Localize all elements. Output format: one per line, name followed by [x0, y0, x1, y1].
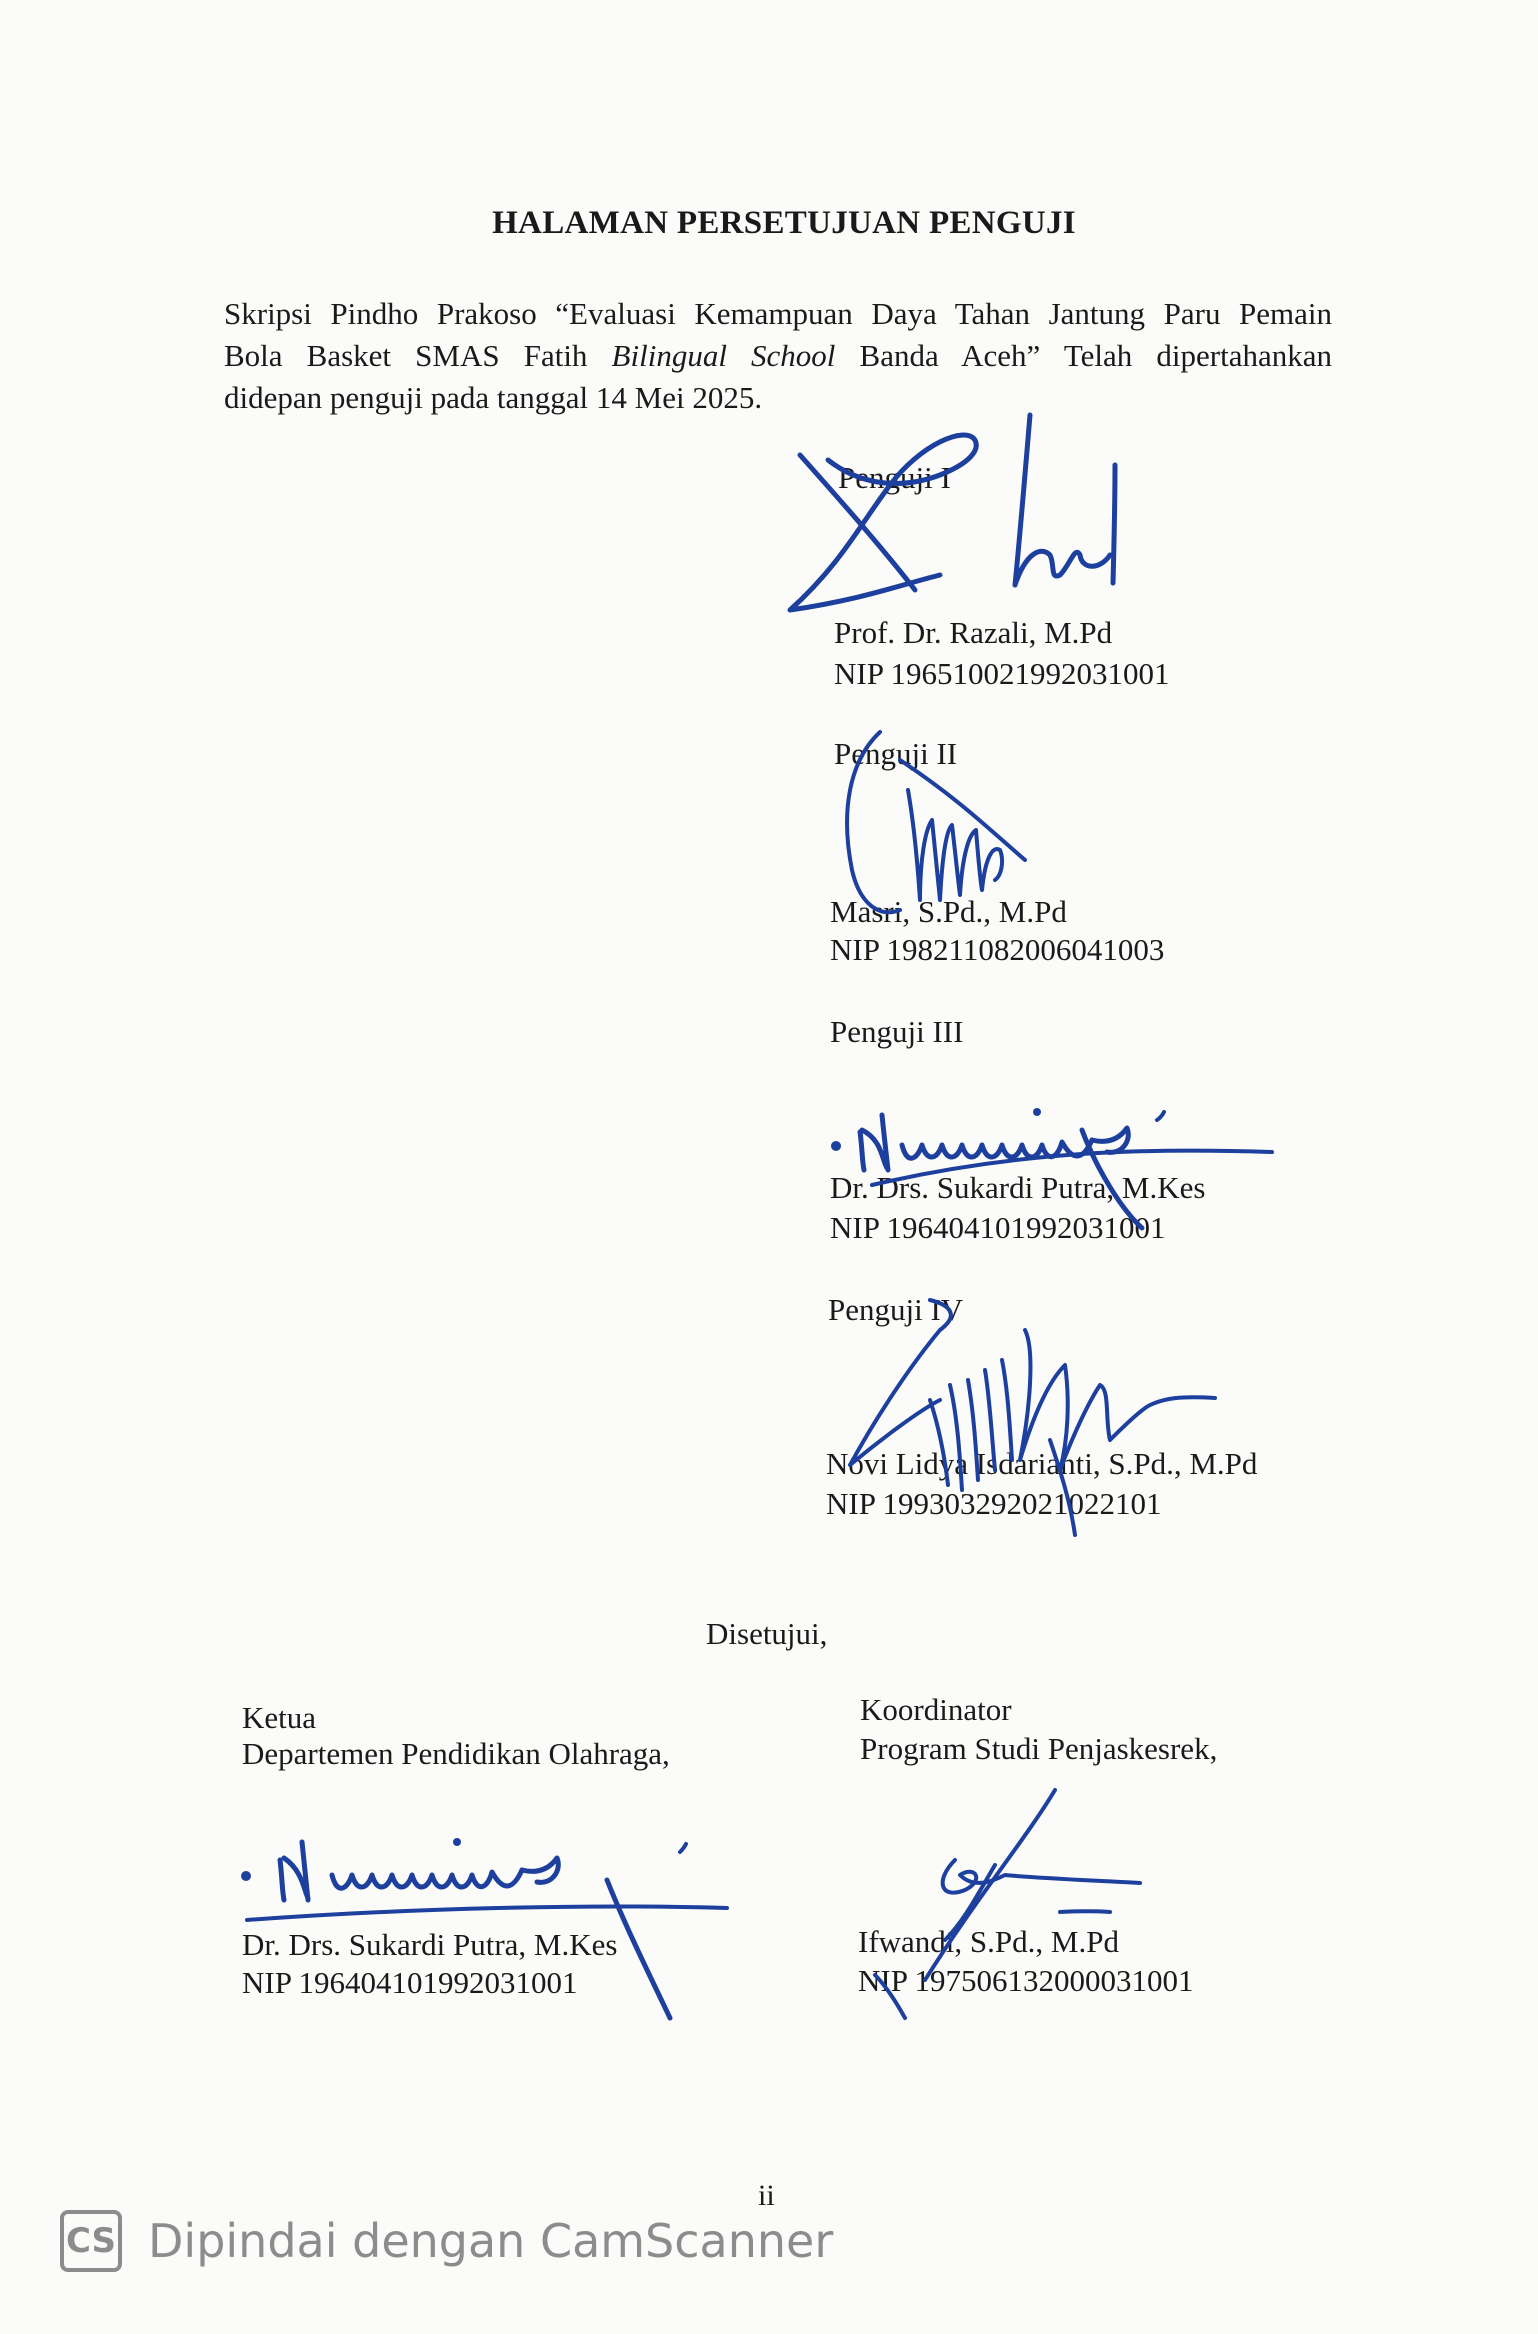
- approver-1-nip: NIP 196404101992031001: [242, 1965, 578, 2000]
- page-number: ii: [758, 2179, 775, 2212]
- signature-examiner-1: [770, 405, 1130, 635]
- examiner-1-name: Prof. Dr. Razali, M.Pd: [834, 615, 1113, 650]
- approver-2-role-line2: Program Studi Penjaskesrek,: [860, 1731, 1218, 1766]
- approver-2-name: Ifwandi, S.Pd., M.Pd: [858, 1924, 1119, 1959]
- intro-line-3: didepan penguji pada tanggal 14 Mei 2025.: [224, 380, 763, 415]
- intro-paragraph: [224, 293, 1332, 419]
- camscanner-logo-icon: CS: [60, 2210, 122, 2272]
- school-name-italic: Bilingual School: [611, 338, 836, 373]
- examiner-4-role: Penguji IV: [828, 1292, 964, 1327]
- intro-line-2: [224, 335, 1332, 377]
- approver-2-nip: NIP 197506132000031001: [858, 1963, 1194, 1998]
- signature-approver-1: [232, 1820, 742, 2020]
- signature-approver-2: [855, 1780, 1155, 2020]
- watermark-text: Dipindai dengan CamScanner: [148, 2214, 834, 2268]
- signature-examiner-4: [820, 1290, 1240, 1540]
- examiner-1-role: Penguji I: [838, 460, 951, 495]
- examiner-1-nip: NIP 196510021992031001: [834, 656, 1170, 691]
- intro-line-2-end: Banda Aceh” Telah dipertahankan: [835, 338, 1332, 373]
- examiner-4-name: Novi Lidya Isdarianti, S.Pd., M.Pd: [826, 1446, 1258, 1481]
- examiner-2-nip: NIP 198211082006041003: [830, 932, 1165, 967]
- intro-line-2-start: Bola Basket SMAS Fatih: [224, 338, 612, 373]
- approver-1-role-line1: Ketua: [242, 1700, 317, 1735]
- examiner-3-name: Dr. Drs. Sukardi Putra, M.Kes: [830, 1170, 1206, 1205]
- signature-examiner-3: [822, 1090, 1282, 1230]
- examiner-3-nip: NIP 196404101992031001: [830, 1210, 1166, 1245]
- approver-1-name: Dr. Drs. Sukardi Putra, M.Kes: [242, 1927, 618, 1962]
- approver-1-role-line2: Departemen Pendidikan Olahraga,: [242, 1736, 670, 1771]
- examiner-3-role: Penguji III: [830, 1014, 964, 1049]
- approved-label: Disetujui,: [706, 1616, 828, 1651]
- signature-examiner-2: [820, 720, 1040, 930]
- intro-line-1: Skripsi Pindho Prakoso “Evaluasi Kemampuan Daya Tahan Jantung Paru Pemain: [224, 296, 1332, 331]
- approver-2-role-line1: Koordinator: [860, 1692, 1012, 1727]
- examiner-2-role: Penguji II: [834, 736, 958, 771]
- examiner-4-nip: NIP 199303292021022101: [826, 1486, 1162, 1521]
- scanner-watermark: [60, 2210, 833, 2272]
- examiner-2-name: Masri, S.Pd., M.Pd: [830, 894, 1067, 929]
- page-title: HALAMAN PERSETUJUAN PENGUJI: [492, 205, 1076, 241]
